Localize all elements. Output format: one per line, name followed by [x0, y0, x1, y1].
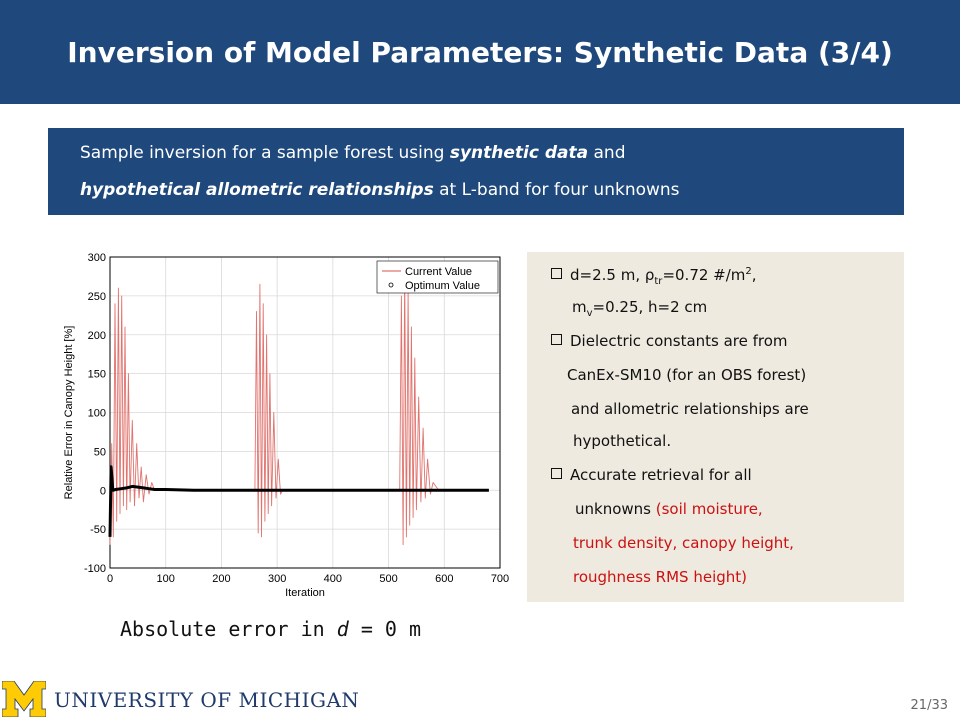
x-tick-label: 100 — [156, 573, 175, 585]
y-tick-label: -50 — [90, 524, 106, 537]
caption-suffix: = 0 m — [348, 617, 422, 641]
y-tick-label: 0 — [99, 485, 106, 498]
slide-title: Inversion of Model Parameters: Synthetic Data (3/4) — [67, 36, 893, 69]
note-sub: tr — [654, 276, 663, 287]
note-line — [551, 332, 788, 350]
x-tick-label: 500 — [379, 573, 398, 585]
note-text: =0.25, h=2 cm — [592, 298, 708, 316]
banner-text: at L-band for four unknowns — [433, 180, 680, 200]
banner-text: and — [588, 143, 626, 163]
note-line — [551, 466, 752, 484]
notes-panel — [527, 252, 904, 602]
x-tick-label: 0 — [106, 573, 114, 585]
checkbox-bullet-icon — [551, 268, 562, 279]
y-axis-label: Relative Error in Canopy Height [%] — [63, 325, 75, 500]
legend-label: Optimum Value — [405, 280, 480, 292]
checkbox-bullet-icon — [551, 334, 562, 345]
university-name: UNIVERSITY OF MICHIGAN — [54, 688, 360, 712]
error-chart — [58, 243, 513, 603]
page-number: 21/33 — [910, 698, 948, 713]
checkbox-bullet-icon — [551, 468, 562, 479]
note-text: Accurate retrieval for all — [570, 466, 752, 484]
x-tick-label: 200 — [212, 573, 231, 585]
note-line: and allometric relationships are — [571, 400, 809, 418]
banner-line-1 — [80, 143, 625, 163]
university-logo-icon — [2, 681, 46, 717]
x-tick-label: 600 — [435, 573, 454, 585]
banner-text: Sample inversion for a sample forest using — [80, 143, 450, 163]
note-sub: v — [586, 308, 593, 319]
legend-label: Current Value — [405, 266, 473, 278]
note-text: unknowns — [575, 500, 656, 518]
banner-emphasis: hypothetical allometric relationships — [80, 180, 434, 200]
x-tick-label: 400 — [323, 573, 343, 585]
caption-prefix: Absolute error in — [120, 617, 337, 641]
note-sup: 2 — [745, 266, 752, 277]
y-tick-label: 300 — [87, 252, 106, 264]
chart-caption — [120, 617, 421, 641]
x-axis-label: Iteration — [285, 587, 325, 599]
note-line: CanEx-SM10 (for an OBS forest) — [567, 366, 807, 384]
y-tick-label: 250 — [87, 290, 106, 303]
x-tick-label: 300 — [267, 573, 287, 585]
caption-variable: d — [336, 617, 349, 641]
note-line — [572, 298, 707, 319]
y-tick-label: -100 — [83, 563, 106, 575]
note-text: Dielectric constants are from — [570, 332, 788, 350]
note-line: hypothetical. — [573, 432, 672, 450]
y-tick-label: 200 — [87, 329, 106, 342]
note-line — [551, 266, 757, 287]
note-line: trunk density, canopy height, — [573, 534, 794, 552]
y-tick-label: 100 — [87, 407, 106, 420]
banner-line-2 — [80, 180, 680, 200]
x-tick-label: 700 — [490, 573, 510, 585]
note-text: , — [751, 266, 757, 284]
title-bar — [0, 0, 960, 104]
y-tick-label: 50 — [93, 446, 106, 459]
note-line: roughness RMS height) — [573, 568, 748, 586]
note-line — [575, 500, 763, 518]
summary-banner — [48, 128, 904, 215]
note-text: m — [572, 298, 587, 316]
y-tick-label: 150 — [87, 368, 106, 381]
note-text: =0.72 #/m — [662, 266, 746, 284]
note-text: d=2.5 m, ρ — [570, 266, 655, 284]
note-red-text: (soil moisture, — [655, 500, 763, 518]
banner-emphasis: synthetic data — [449, 143, 589, 163]
